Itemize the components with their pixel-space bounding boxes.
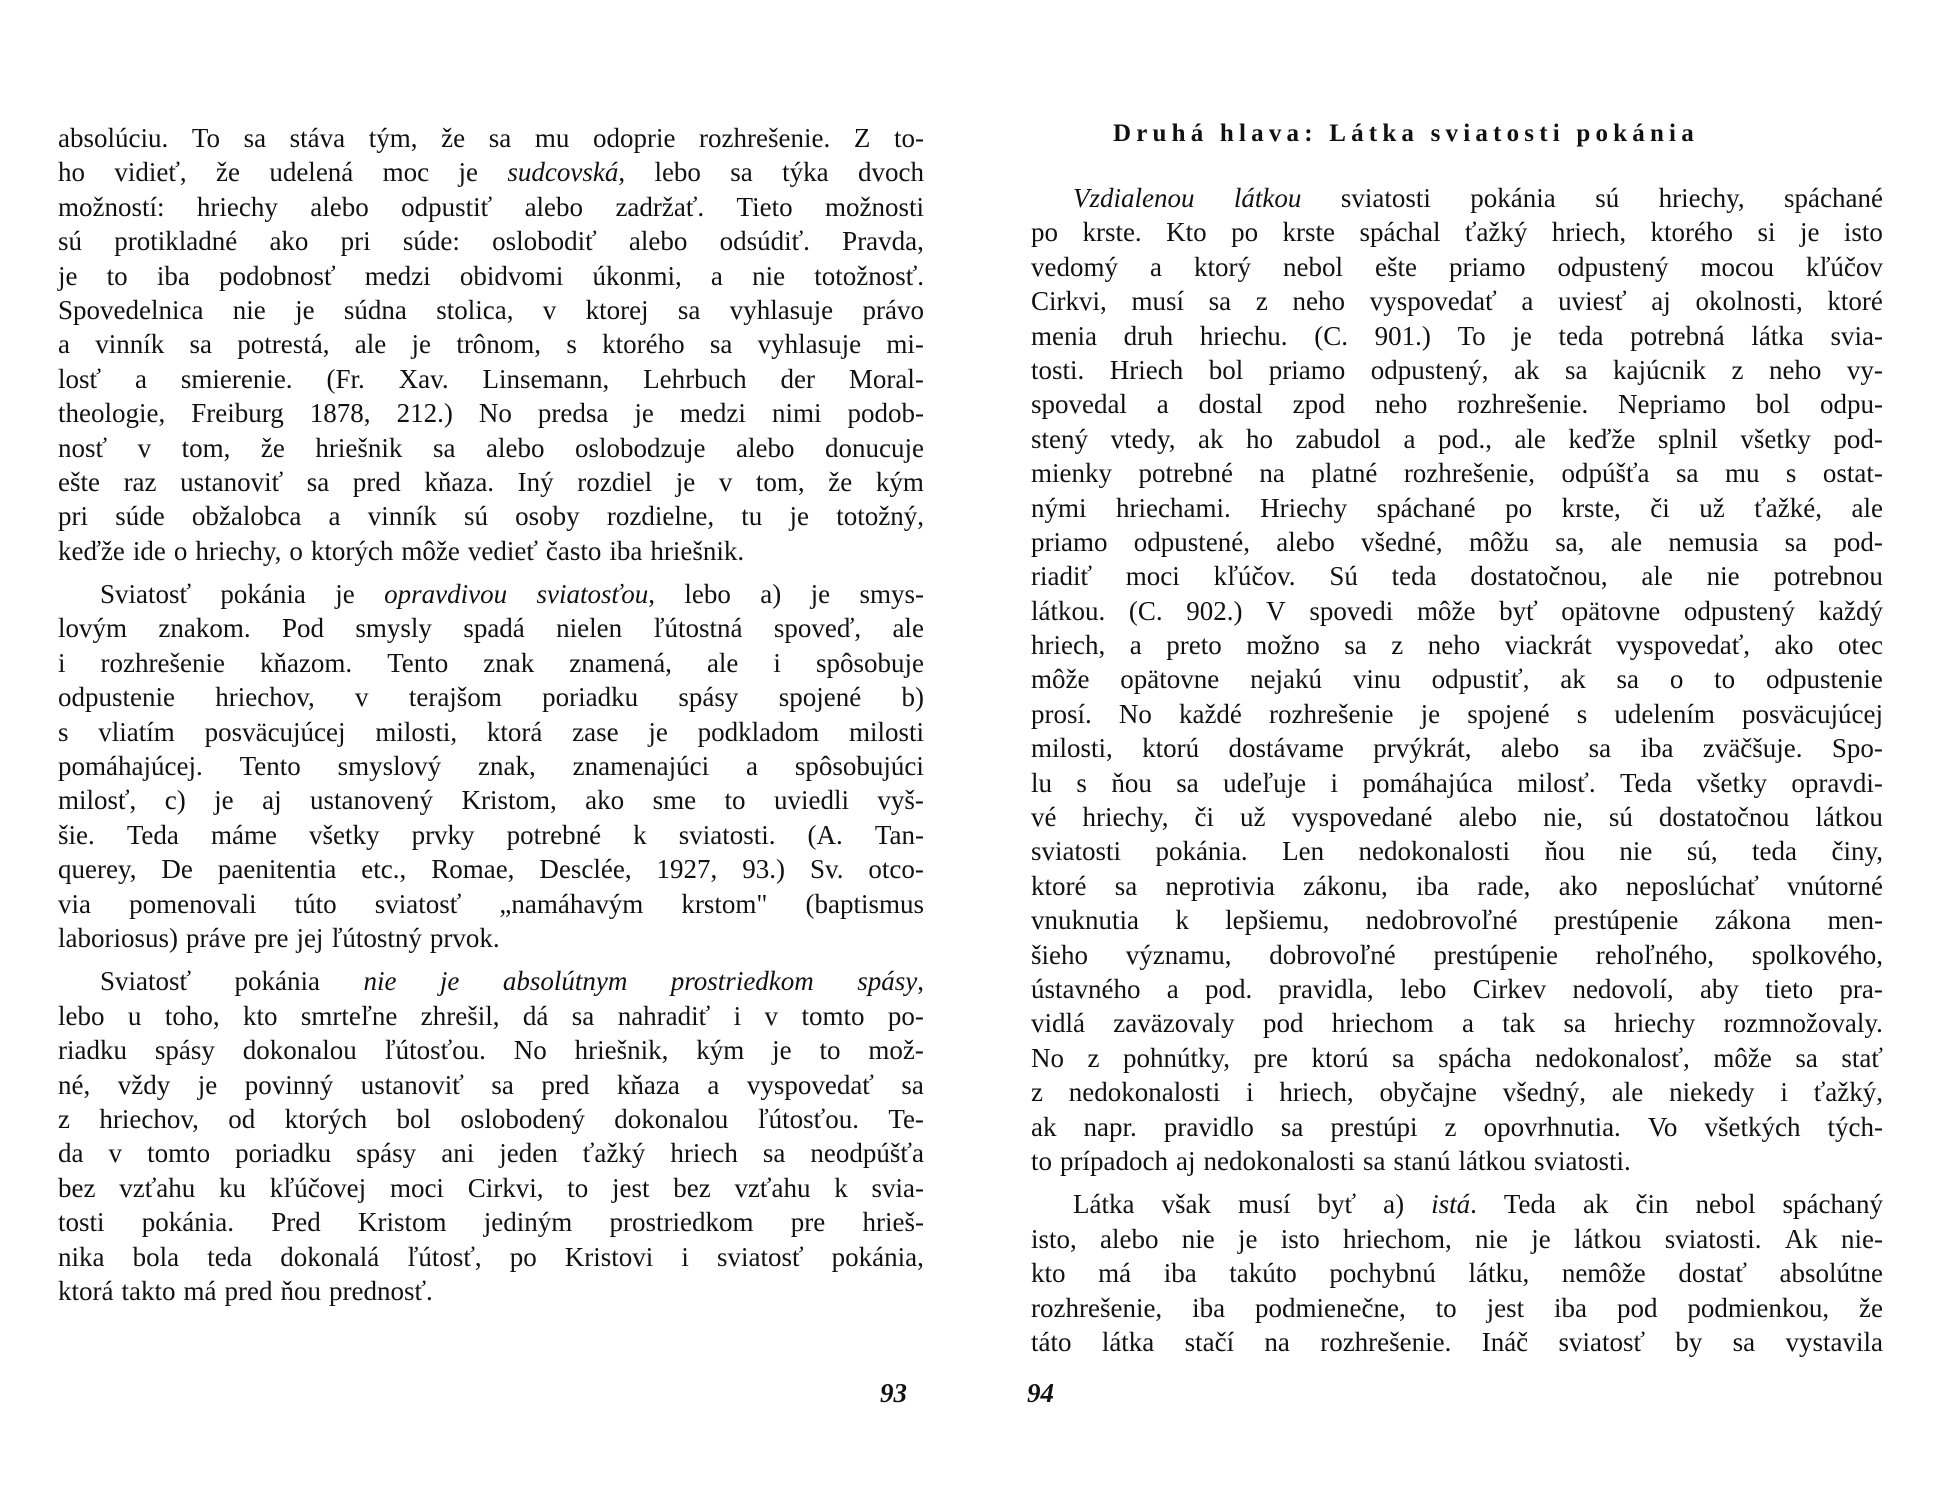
text-line: absolúciu. To sa stáva tým, že sa mu odoprie rozhrešenie. Z to-: [58, 123, 924, 153]
text-line: theologie, Freiburg 1878, 212.) No predsa je medzi nimi podob-: [58, 398, 924, 429]
text-line: je to iba podobnosť medzi obidvomi úkonmi, a nie totožnosť.: [58, 260, 924, 291]
paragraph: [1031, 181, 1883, 1178]
paragraph-gap: [58, 955, 924, 964]
text-line: kto má iba takúto pochybnú látku, nemôže dostať absolútne: [1031, 1258, 1883, 1289]
text-line: ústavného a pod. pravidla, lebo Cirkev nedovolí, aby tieto pra-: [1031, 973, 1883, 1004]
text-line: z hriechov, od ktorých bol oslobodený dokonalou ľútosťou. Te-: [58, 1103, 924, 1134]
text-line: losť a smierenie. (Fr. Xav. Linsemann, Lehrbuch der Moral-: [58, 363, 924, 394]
paragraph-gap: [58, 568, 924, 577]
text-line: látkou. (C. 902.) V spovedi môže byť opätovne odpustený každý: [1031, 595, 1883, 626]
text-line: laboriosus) práve pre jej ľútostný prvok.: [58, 922, 500, 953]
text-line: ak napr. pravidlo sa prestúpi z opovrhnutia. Vo všetkých tých-: [1031, 1111, 1883, 1142]
text-line: ktoré sa neprotivia zákonu, iba rade, ako neposlúchať vnútorné: [1031, 870, 1883, 901]
right-page-text: [1031, 181, 1883, 1359]
text-line: keďže ide o hriechy, o ktorých môže vedieť často iba hriešnik.: [58, 535, 745, 566]
text-line: pri súde obžalobca a vinník sú osoby rozdielne, tu je totožný,: [58, 501, 924, 532]
paragraph: [58, 121, 924, 568]
text-line: z nedokonalosti i hriech, obyčajne všedný, ale niekedy i ťažký,: [1031, 1077, 1883, 1108]
paragraph-gap: [1031, 1178, 1883, 1187]
text-line: riadiť moci kľúčov. Sú teda dostatočnou, ale nie potrebnou: [1031, 561, 1883, 592]
text-line: šieho významu, dobrovoľné prestúpenie rehoľného, spolkového,: [1031, 939, 1883, 970]
paragraph: [1031, 1187, 1883, 1359]
text-line: pomáhajúcej. Tento smyslový znak, znamenajúci a spôsobujúci: [58, 751, 924, 782]
text-line: možností: hriechy alebo odpustiť alebo zadržať. Tieto možnosti: [58, 191, 924, 222]
text-line: No z pohnútky, pre ktorú sa spácha nedokonalosť, môže sa stať: [1031, 1042, 1883, 1073]
text-line: Sviatosť pokánia je opravdivou sviatosťou, lebo a) je smys-: [100, 579, 924, 610]
text-line: stený vtedy, ak ho zabudol a pod., ale keďže splnil všetky pod-: [1031, 423, 1883, 454]
text-line: vé hriechy, či už vyspovedané alebo nie, sú dostatočnou látkou: [1031, 802, 1883, 833]
text-line: šie. Teda máme všetky prvky potrebné k sviatosti. (A. Tan-: [58, 819, 924, 850]
text-line: rozhrešenie, iba podmienečne, to jest iba pod podmienkou, že: [1031, 1292, 1883, 1323]
text-line: da v tomto poriadku spásy ani jeden ťažký hriech sa neodpúšťa: [58, 1138, 924, 1169]
text-line: lebo u toho, kto smrteľne zhrešil, dá sa nahradiť i v tomto po-: [58, 1000, 924, 1031]
text-line: menia druh hriechu. (C. 901.) To je teda potrebná látka svia-: [1031, 320, 1883, 351]
text-line: Látka však musí byť a) istá. Teda ak čin nebol spáchaný: [1073, 1189, 1883, 1220]
text-line: hriech, a preto možno sa z neho viackrát vyspovedať, ako otec: [1031, 630, 1883, 661]
text-line: ho vidieť, že udelená moc je sudcovská, lebo sa týka dvoch: [58, 157, 924, 188]
text-line: isto, alebo nie je isto hriechom, nie je látkou sviatosti. Ak nie-: [1031, 1223, 1883, 1254]
text-line: prosí. No každé rozhrešenie je spojené s udelením posväcujúcej: [1031, 698, 1883, 729]
text-line: ktorá takto má pred ňou prednosť.: [58, 1275, 433, 1306]
text-line: vnuknutia k lepšiemu, nedobrovoľné prestúpenie zákona men-: [1031, 905, 1883, 936]
text-line: po krste. Kto po krste spáchal ťažký hriech, ktorého si je isto: [1031, 217, 1883, 248]
text-line: môže opätovne nejakú vinu odpustiť, ak sa o to odpustenie: [1031, 664, 1883, 695]
text-line: mienky potrebné na platné rozhrešenie, odpúšťa sa mu s ostat-: [1031, 458, 1883, 489]
text-line: nosť v tom, že hriešnik sa alebo oslobodzuje alebo donucuje: [58, 432, 924, 463]
text-line: Vzdialenou látkou sviatosti pokánia sú hriechy, spáchané: [1073, 183, 1883, 213]
paragraph: [58, 964, 924, 1308]
running-head: Druhá hlava: Látka sviatosti pokánia: [1113, 120, 1699, 147]
text-line: Sviatosť pokánia nie je absolútnym prostriedkom spásy,: [100, 966, 924, 997]
text-line: nika bola teda dokonalá ľútosť, po Kristovi i sviatosť pokánia,: [58, 1241, 924, 1272]
text-line: milosti, ktorú dostávame prvýkrát, alebo sa iba zväčšuje. Spo-: [1031, 733, 1883, 764]
text-line: sú protikladné ako pri súde: oslobodiť alebo odsúdiť. Pravda,: [58, 226, 924, 257]
text-line: tosti. Hriech bol priamo odpustený, ak sa kajúcnik z neho vy-: [1031, 354, 1883, 385]
left-page-text: [58, 121, 924, 1308]
text-line: milosť, c) je aj ustanovený Kristom, ako sme to uviedli vyš-: [58, 785, 924, 816]
text-line: lovým znakom. Pod smysly spadá nielen ľútostná spoveď, ale: [58, 613, 924, 644]
text-line: bez vzťahu ku kľúčovej moci Cirkvi, to jest bez vzťahu k svia-: [58, 1172, 924, 1203]
page-number-right: 94: [1027, 1378, 1054, 1408]
text-line: nými hriechami. Hriechy spáchané po krste, či už ťažké, ale: [1031, 492, 1883, 523]
text-line: Cirkvi, musí sa z neho vyspovedať a uviesť aj okolnosti, ktoré: [1031, 286, 1883, 317]
text-line: via pomenovali túto sviatosť „namáhavým krstom" (baptismus: [58, 888, 924, 919]
text-line: vedomý a ktorý nebol ešte priamo odpustený mocou kľúčov: [1031, 251, 1883, 282]
text-line: querey, De paenitentia etc., Romae, Desclée, 1927, 93.) Sv. otco-: [58, 854, 924, 885]
text-line: sviatosti pokánia. Len nedokonalosti ňou nie sú, teda činy,: [1031, 836, 1883, 867]
text-line: tosti pokánia. Pred Kristom jediným prostriedkom pre hrieš-: [58, 1207, 924, 1238]
text-line: i rozhrešenie kňazom. Tento znak znamená, ale i spôsobuje: [58, 647, 924, 678]
text-line: odpustenie hriechov, v terajšom poriadku spásy spojené b): [58, 682, 924, 713]
text-line: Spovedelnica nie je súdna stolica, v ktorej sa vyhlasuje právo: [58, 294, 924, 325]
text-line: riadku spásy dokonalou ľútosťou. No hriešnik, kým je to mož-: [58, 1035, 924, 1066]
text-line: táto látka stačí na rozhrešenie. Ináč sviatosť by sa vystavila: [1031, 1326, 1883, 1357]
paragraph: [58, 577, 924, 955]
text-line: spovedal a dostal zpod neho rozhrešenie. Nepriamo bol odpu-: [1031, 389, 1883, 420]
text-line: vidlá zaväzovaly pod hriechom a tak sa hriechy rozmnožovaly.: [1031, 1008, 1883, 1039]
text-line: to prípadoch aj nedokonalosti sa stanú látkou sviatosti.: [1031, 1145, 1631, 1176]
text-line: né, vždy je povinný ustanoviť sa pred kňaza a vyspovedať sa: [58, 1069, 924, 1100]
right-page: [971, 0, 1942, 1500]
page-number-left: 93: [880, 1378, 907, 1408]
text-line: a vinník sa potrestá, ale je trônom, s ktorého sa vyhlasuje mi-: [58, 329, 924, 360]
text-line: priamo odpustené, alebo všedné, môžu sa, ale nemusia sa pod-: [1031, 526, 1883, 557]
text-line: lu s ňou sa udeľuje i pomáhajúca milosť. Teda všetky opravdi-: [1031, 767, 1883, 798]
text-line: s vliatím posväcujúcej milosti, ktorá zase je podkladom milosti: [58, 716, 924, 747]
text-line: ešte raz ustanoviť sa pred kňaza. Iný rozdiel je v tom, že kým: [58, 466, 924, 497]
